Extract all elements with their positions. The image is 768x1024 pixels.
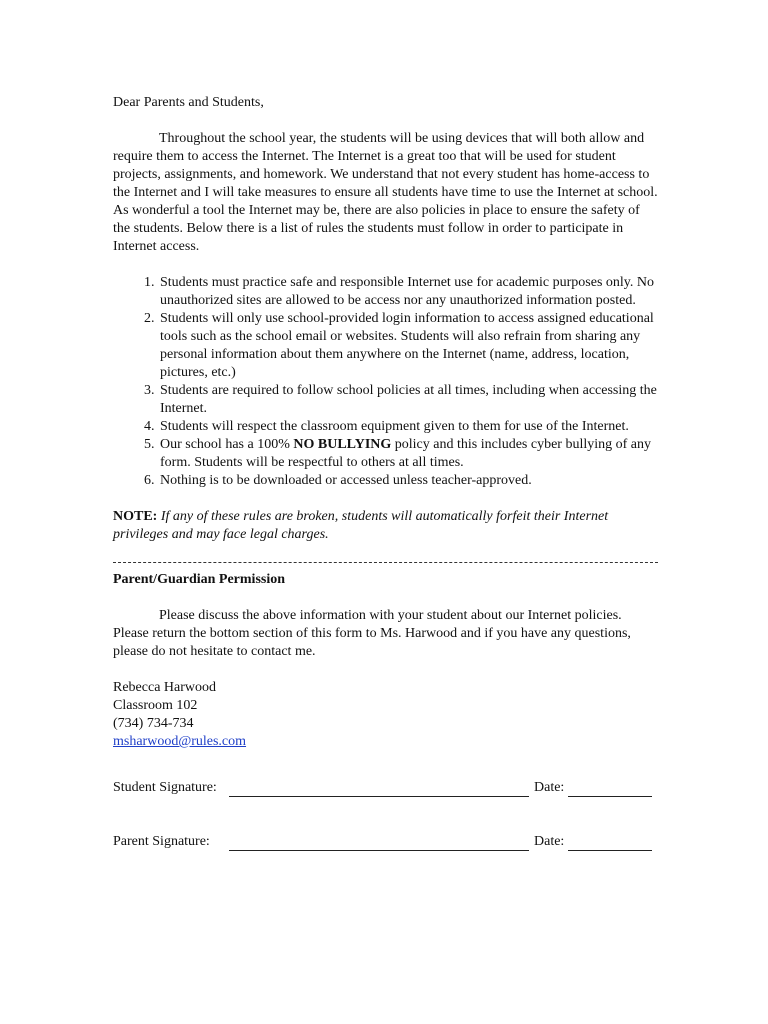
parent-date-line[interactable] — [568, 835, 652, 851]
contact-name: Rebecca Harwood — [113, 680, 217, 695]
rule-item: 3. Students are required to follow school policies at all times, including when accessing the Internet. — [158, 382, 658, 418]
student-date-label: Date: — [534, 780, 565, 795]
parent-date-label: Date: — [534, 834, 565, 849]
rule-item: 1. Students must practice safe and responsible Internet use for academic purposes only. No unauthorized sites are allowed to be access nor any unauthorized information posted. — [158, 274, 658, 310]
cut-line-divider — [113, 562, 658, 563]
rule-item: 6. Nothing is to be downloaded or accessed unless teacher-approved. — [158, 472, 658, 490]
rule-text: Our school has a 100% — [160, 437, 294, 452]
rule-text: policy and this includes cyber bullying of any form. Students will be respectful to others at all times. — [160, 437, 652, 470]
note — [113, 508, 658, 544]
intro-paragraph: Throughout the school year, the students will be using devices that will both allow and require them to access the Internet. The Internet is a great too that will be used for student projects, assignments, and homework. We understand that not every student has home-access to the Internet and I will take measures to ensure all students have time to use the Internet at school. As wonderful a tool the Internet may be, there are also policies in place to ensure the safety of the students. Below there is a list of rules the students must follow in order to participate in Internet access. — [113, 131, 658, 254]
no-bullying-emphasis: NO BULLYING — [293, 437, 392, 452]
contact-room: Classroom 102 — [113, 698, 198, 713]
rule-item: 2. Students will only use school-provided login information to access assigned educational tools such as the school email or websites. Students will also refrain from sharing any personal information about them anywhere on the Internet (name, address, location, pictures, etc.) — [158, 310, 658, 382]
note-label: NOTE: — [113, 509, 158, 524]
parent-signature-row — [113, 833, 658, 851]
contact-phone: (734) 734-734 — [113, 716, 194, 731]
greeting: Dear Parents and Students, — [113, 95, 264, 110]
rules-list — [113, 274, 658, 490]
note-text: If any of these rules are broken, students will automatically forfeit their Internet privileges and may face legal charges. — [113, 509, 609, 542]
parent-signature-line[interactable] — [229, 835, 529, 851]
rule-item: 4. Students will respect the classroom equipment given to them for use of the Internet. — [158, 418, 658, 436]
parent-signature-label: Parent Signature: — [113, 834, 210, 849]
contact-block — [113, 679, 658, 751]
permission-title: Parent/Guardian Permission — [113, 572, 286, 587]
student-signature-label: Student Signature: — [113, 780, 217, 795]
student-date-line[interactable] — [568, 781, 652, 797]
letter-page — [113, 94, 658, 851]
contact-email-link[interactable]: msharwood@rules.com — [113, 734, 247, 749]
student-signature-row — [113, 779, 658, 797]
rule-item — [158, 436, 658, 472]
permission-body: Please discuss the above information with your student about our Internet policies. Please return the bottom section of this form to Ms. Harwood and if you have any questions, please do not hesitate to contact me. — [113, 608, 631, 659]
student-signature-line[interactable] — [229, 781, 529, 797]
